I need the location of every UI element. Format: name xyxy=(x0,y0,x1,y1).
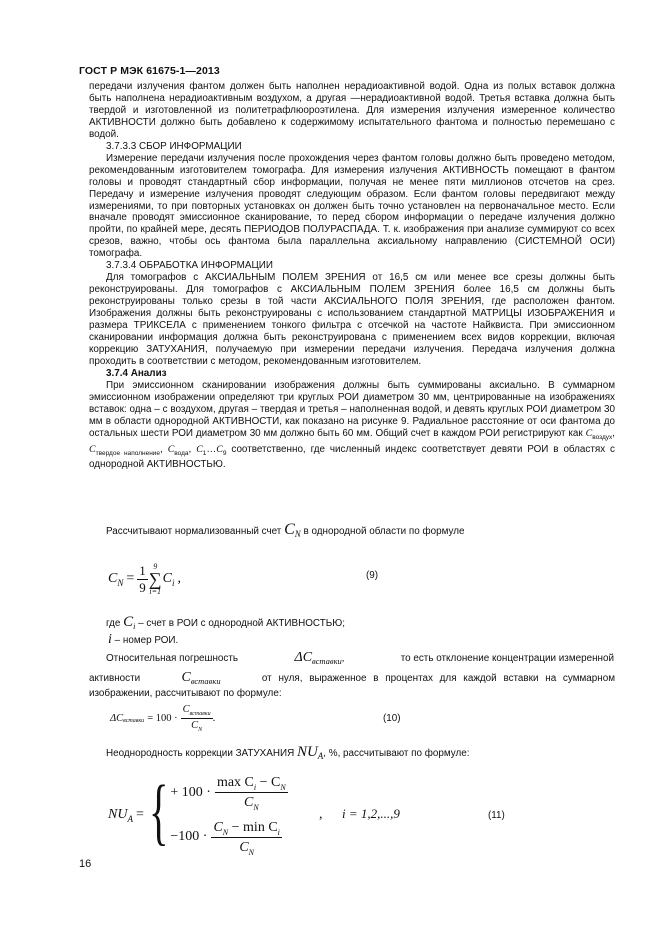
rel-delta-symbol: ΔC xyxy=(294,650,313,665)
sub-1: 1 xyxy=(202,449,207,457)
normalized-count-line xyxy=(106,521,464,539)
ellipsis: … xyxy=(206,443,217,455)
eq11-r2-num-a: C xyxy=(213,820,223,835)
nonuni-text-a: Неоднородность коррекции ЗАТУХАНИЯ xyxy=(106,748,297,759)
norm-subscript: N xyxy=(294,528,301,539)
body-text xyxy=(89,81,615,471)
nonuni-symbol: NU xyxy=(296,744,318,760)
eq11-r1-num-a: max C xyxy=(216,775,254,791)
section-heading-3733: 3.7.3.3 СБОР ИНФОРМАЦИИ xyxy=(106,140,242,152)
relative-error-line-2 xyxy=(89,670,615,686)
norm-text-b: в однородной области по формуле xyxy=(300,526,465,537)
eq9-term: C xyxy=(162,571,172,586)
eq9-sum-sign: ∑ xyxy=(148,568,162,589)
where-subscript: i xyxy=(133,621,136,631)
eq10-equals: = 100 · xyxy=(147,712,178,724)
eq10-period: . xyxy=(212,712,216,724)
symbol-c-air: C xyxy=(585,427,593,439)
eq10-num-sub: вставки xyxy=(189,711,211,718)
sep-1: , xyxy=(612,427,615,439)
symbol-c1: C xyxy=(196,443,203,455)
where-text: – счет в РОИ с однородной АКТИВНОСТЬЮ; xyxy=(135,618,345,629)
sep-2: , xyxy=(160,443,168,455)
sub-solid: твердое наполнение xyxy=(95,449,161,457)
where-text-a: где xyxy=(106,618,124,629)
eq11-lhs: NU xyxy=(108,807,128,822)
sub-water: вода xyxy=(174,449,189,457)
rel-c-sub: вставки xyxy=(190,675,221,686)
equation-9 xyxy=(108,556,181,602)
eq11-r2-lead: −100 · xyxy=(170,829,208,845)
eq11-r2-den-symbol: C xyxy=(239,839,249,855)
eq10-lhs: ΔC xyxy=(110,712,124,724)
analysis-text-a: При эмиссионном сканировании изображения должны быть суммированы аксиально. В суммарном эмиссионном изображении определяют три круглых РОИ диаметром 30 мм, центрированные на изображениях вставок: одна – с воздухом, другая – твердая и третья – наполненная водой, и девять круглых РОИ диаметром 30 мм в области однородной АКТИВНОСТИ, как показано на рисунке 9. Радиальное расстояние от оси фантома до остальных шести РОИ диаметром 30 мм должно быть 60 мм. Общий счет в каждом РОИ регистрируют как xyxy=(89,379,615,439)
eq11-brace: { xyxy=(148,771,169,853)
eq9-sum xyxy=(149,563,162,596)
sub-air: воздух xyxy=(592,433,613,441)
eq9-comma: , xyxy=(177,571,181,586)
eq11-r2-num-a-sub: N xyxy=(222,827,229,837)
symbol-c-solid: C xyxy=(89,443,96,455)
norm-text-a: Рассчитывают нормализованный счет xyxy=(106,526,285,537)
nonuni-text-b: , %, рассчитывают по формуле: xyxy=(323,748,470,759)
eq10-num-symbol: C xyxy=(182,704,190,716)
nonuniformity-line xyxy=(106,744,469,761)
eq11-r2-num xyxy=(211,818,281,838)
page-number: 16 xyxy=(79,858,92,870)
relative-error-line-1 xyxy=(106,650,614,666)
equation-11 xyxy=(108,771,288,859)
eq11-lhs-sub: A xyxy=(127,814,133,824)
equation-11-comma: , xyxy=(319,807,323,822)
eq9-sum-top: 9 xyxy=(153,561,158,571)
rel-text-b: то есть отклонение концентрации измеренной xyxy=(400,653,614,664)
paragraph-analysis xyxy=(89,380,615,472)
rel-delta-sub: вставки xyxy=(312,655,342,666)
eq11-case-1 xyxy=(170,773,287,812)
eq9-lhs-sub: N xyxy=(117,578,124,588)
eq10-den-symbol: C xyxy=(191,719,199,731)
eq9-den: 9 xyxy=(139,579,146,595)
equation-9-number: (9) xyxy=(366,570,379,581)
eq11-r1-den-symbol: C xyxy=(243,795,254,811)
eq11-r1-den-sub: N xyxy=(253,803,259,812)
sep-3: , xyxy=(188,443,197,455)
eq11-r1-num-b-sub: N xyxy=(280,783,286,793)
page-header: ГОСТ Р МЭК 61675-1—2013 xyxy=(79,65,220,77)
rel-text-a: Относительная погрешность xyxy=(106,653,239,664)
eq11-cases xyxy=(170,773,287,856)
eq10-num xyxy=(181,703,213,718)
eq11-r1-num xyxy=(215,773,288,793)
i-symbol: i xyxy=(108,632,112,647)
eq11-r2-num-b: − min C xyxy=(228,820,278,835)
eq10-fraction xyxy=(181,703,213,732)
eq11-r2-den-sub: N xyxy=(248,847,255,857)
symbol-c9: C xyxy=(216,443,223,455)
eq10-den xyxy=(191,719,202,733)
eq11-r2-num-b-sub: i xyxy=(277,827,280,837)
i-text: – номер РОИ. xyxy=(111,635,179,646)
eq10-den-sub: N xyxy=(198,726,203,733)
eq11-case-2 xyxy=(170,818,287,857)
paragraph-processing: Для томографов с АКСИАЛЬНЫМ ПОЛЕМ ЗРЕНИЯ от 16,5 см или менее все срезы должны быть реконструированы. Для томографов с АКСИАЛЬНЫМ ПОЛЕМ ЗРЕНИЯ более 16,5 см должны быть реконструированы только срезы в той части АКСИАЛЬНОГО ПОЛЯ ЗРЕНИЯ, где расположен фантом. Изображения должны быть реконструированы с использованием стандартной МАТРИЦЫ ИЗОБРАЖЕНИЯ и размера ТРИКСЕЛА с применением тонкого фильтра с отсечкой на частоте Найквиста. При эмиссионном сканировании информация должна быть реконструирована с применением всех видов коррекции, включая коррекцию ЗАТУХАНИЯ, получаемую при измерении передачи излучения. Передача излучения должна проходить в соответствии с методом, рекомендованным изготовителем. xyxy=(89,272,615,367)
eq11-r2-den xyxy=(239,838,254,857)
rel-c-symbol: C xyxy=(181,670,191,685)
rel-text-d: от нуля, выраженное в процентах для каждой вставки на суммарном xyxy=(261,673,615,684)
eq11-r1-fraction xyxy=(215,773,288,812)
eq10-lhs-sub: вставки xyxy=(123,718,145,724)
equation-11-range: i = 1,2,...,9 xyxy=(342,806,400,821)
rel-delta-comma: , xyxy=(341,653,345,664)
equation-10 xyxy=(110,701,215,735)
paragraph-acquisition: Измерение передачи излучения после прохождения через фантом головы должно быть проведено методом, рекомендованным изготовителем томографа. Для измерения излучения АКТИВНОСТЬ помещают в фантом головы и проводят стандартный сбор информации, получая не менее пяти миллионов отсчетов на срез. Передачу и измерение излучения проводят следующим образом. Если фантом головы передвигают между измерениями, то при повторных установках он должен быть точно установлен на первоначальное место. Если вначале проводят эмиссионное сканирование, то перед сбором информации о передаче излучения должно пройти, по крайней мере, десять ПЕРИОДОВ ПОЛУРАСПАДА. Т. к. изображения при анализе суммируют со всех срезов, важно, чтобы ось фантома была параллельна аксиальному направлению (СИСТЕМНОЙ ОСИ) томографа. xyxy=(89,152,615,260)
section-heading-3734: 3.7.3.4 ОБРАБОТКА ИНФОРМАЦИИ xyxy=(106,260,273,272)
eq11-equals: = xyxy=(135,807,144,822)
equation-11-number: (11) xyxy=(488,810,505,821)
where-symbol: C xyxy=(123,614,134,630)
rel-c-insert xyxy=(181,670,220,686)
eq11-r2-fraction xyxy=(211,818,281,857)
where-ci-line xyxy=(106,614,345,631)
eq9-sum-bottom: i=1 xyxy=(149,586,161,596)
eq9-fraction xyxy=(137,563,148,596)
eq9-lhs: C xyxy=(108,571,118,586)
where-i-line xyxy=(108,632,178,648)
eq11-r1-num-a-sub: i xyxy=(253,783,257,793)
norm-symbol: C xyxy=(284,521,295,538)
analysis-text-b: соответственно, где численный индекс соответствует девяти РОИ в областях с однородной АКТИВНОСТЬЮ. xyxy=(89,443,615,471)
eq11-r1-num-b: − C xyxy=(256,775,281,791)
eq9-num: 1 xyxy=(139,562,146,578)
rel-delta xyxy=(294,650,344,666)
relative-error-line-3: изображении, рассчитывают по формуле: xyxy=(89,688,282,699)
eq11-r1-den xyxy=(244,793,259,812)
sub-9: 9 xyxy=(222,449,227,457)
eq9-term-sub: i xyxy=(171,578,175,588)
symbol-c-water: C xyxy=(167,443,175,455)
eq11-r1-lead: + 100 · xyxy=(170,784,211,800)
section-heading-374: 3.7.4 Анализ xyxy=(106,367,167,379)
equation-10-number: (10) xyxy=(383,713,401,724)
eq9-equals: = xyxy=(126,571,135,586)
nonuni-subscript: A xyxy=(317,750,324,761)
rel-text-c: активности xyxy=(89,673,141,684)
paragraph-1: передачи излучения фантом должен быть наполнен нерадиоактивной водой. Одна из полых вставок должна быть наполнена нерадиоактивным воздухом, а другая —нерадиоактивной водой. Третья вставка должна быть твердой и изготовленной из политетрафлюороэтилена. Для измерения излучения измеренное количество АКТИВНОСТИ должно быть добавлено к содержимому испытательного фантома и полностью перемешано с водой. xyxy=(89,81,615,140)
